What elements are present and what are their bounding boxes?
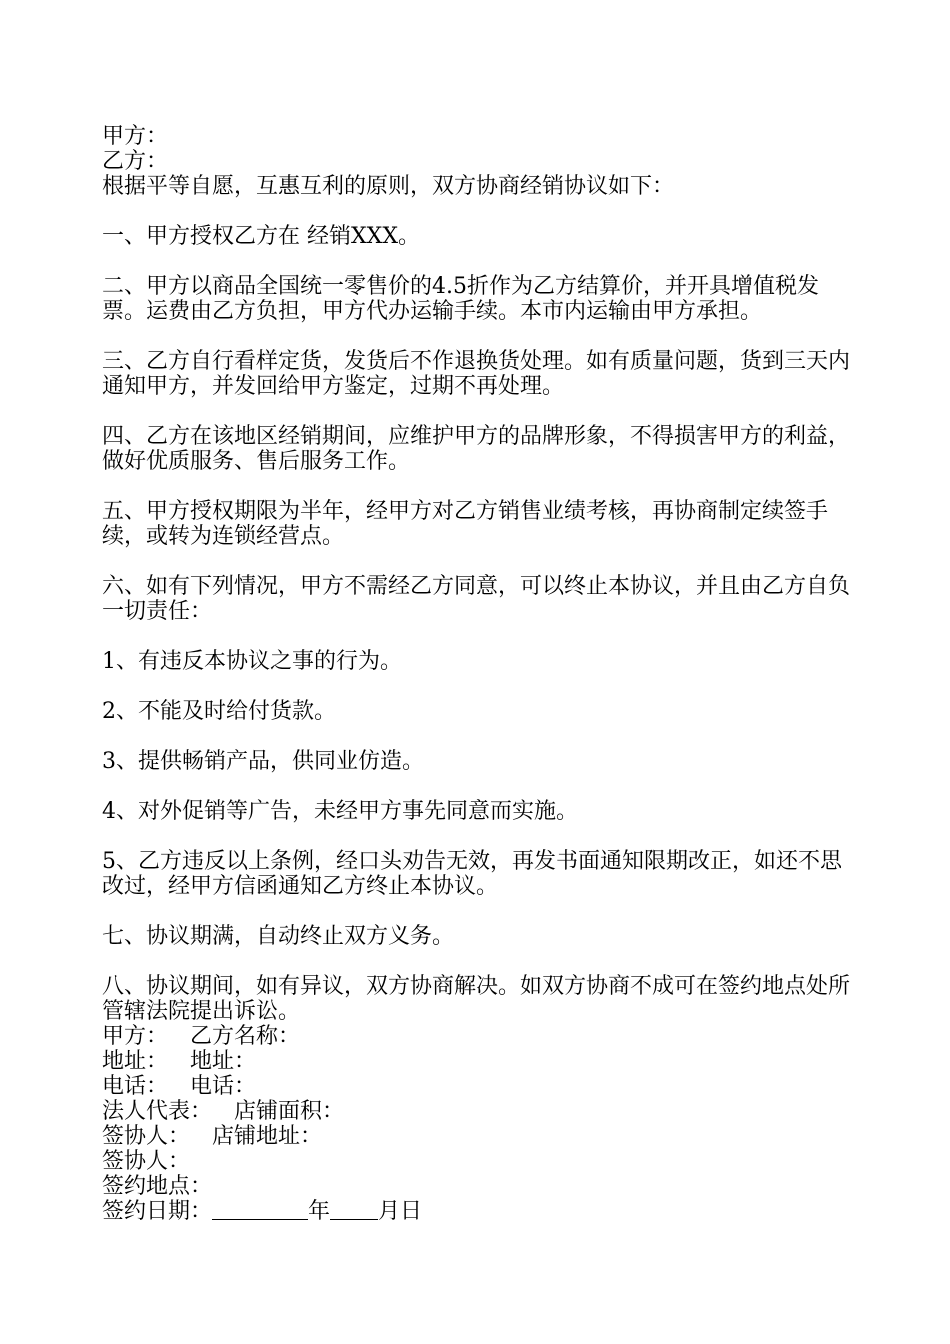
signature-row-legal xyxy=(102,1099,862,1124)
clause-text: 2、不能及时给付货款。 xyxy=(102,699,336,724)
sub-clause-4 xyxy=(102,799,862,824)
sub-clause-5 xyxy=(102,849,862,899)
clause-text: 二、甲方以商品全国统一零售价的4.5折作为乙方结算价，并开具增值税发票。运费由乙方负担，甲方代办运输手续。本市内运输由甲方承担。 xyxy=(102,274,819,324)
clause-3 xyxy=(102,349,862,399)
clause-text: 七、协议期满，自动终止双方义务。 xyxy=(102,924,455,949)
sub-clause-1 xyxy=(102,649,862,674)
sub-clause-2 xyxy=(102,699,862,724)
clause-text: 4、对外促销等广告，未经甲方事先同意而实施。 xyxy=(102,799,578,824)
clause-2 xyxy=(102,274,862,324)
sub-clause-3 xyxy=(102,749,862,774)
clause-8 xyxy=(102,974,862,1024)
clause-text: 三、乙方自行看样定货，发货后不作退换货处理。如有质量问题，货到三天内通知甲方，并发回给甲方鉴定，过期不再处理。 xyxy=(102,349,851,399)
sign-date-line xyxy=(102,1199,862,1224)
clause-text: 六、如有下列情况，甲方不需经乙方同意，可以终止本协议，并且由乙方自负一切责任： xyxy=(102,574,851,624)
intro-line: 根据平等自愿，互惠互利的原则，双方协商经销协议如下： xyxy=(102,174,675,199)
clause-text: 四、乙方在该地区经销期间，应维护甲方的品牌形象，不得损害甲方的利益，做好优质服务、售后服务工作。 xyxy=(102,424,851,474)
clause-text: 3、提供畅销产品，供同业仿造。 xyxy=(102,749,424,774)
clause-text: 五、甲方授权期限为半年，经甲方对乙方销售业绩考核，再协商制定续签手续，或转为连锁经营点。 xyxy=(102,499,829,549)
clause-5 xyxy=(102,499,862,549)
address-a-label: 地址： xyxy=(102,1049,169,1074)
clause-6 xyxy=(102,574,862,624)
month-day-label: 月日 xyxy=(378,1199,423,1224)
store-area-label: 店铺面积： xyxy=(234,1099,345,1124)
clause-text: 1、有违反本协议之事的行为。 xyxy=(102,649,402,674)
phone-b-label: 电话： xyxy=(190,1074,257,1099)
signature-row-address xyxy=(102,1049,862,1074)
year-label: 年 xyxy=(308,1199,331,1224)
party-a-sign-label: 甲方： xyxy=(102,1024,169,1049)
address-b-label: 地址： xyxy=(190,1049,257,1074)
phone-a-label: 电话： xyxy=(102,1074,169,1099)
clause-text: 八、协议期间，如有异议，双方协商解决。如双方协商不成可在签约地点处所管辖法院提出诉讼。 xyxy=(102,974,851,1024)
clause-text: 一、甲方授权乙方在 经销XXX。 xyxy=(102,224,420,249)
agreement-body xyxy=(102,124,862,1224)
sign-date-label: 签约日期： xyxy=(102,1199,213,1224)
signature-row-party xyxy=(102,1024,862,1049)
signature-row-signatory xyxy=(102,1124,862,1149)
clause-7 xyxy=(102,924,862,949)
sign-place-line: 签约地点： xyxy=(102,1174,213,1199)
signatory-1-label: 签协人： xyxy=(102,1124,191,1149)
month-blank xyxy=(330,1201,378,1220)
legal-rep-label: 法人代表： xyxy=(102,1099,213,1124)
clause-1 xyxy=(102,224,862,249)
year-blank xyxy=(212,1201,308,1220)
clause-4 xyxy=(102,424,862,474)
signatory-2-line: 签协人： xyxy=(102,1149,191,1174)
signature-row-phone xyxy=(102,1074,862,1099)
party-b-line: 乙方： xyxy=(102,149,169,174)
clause-text: 5、乙方违反以上条例，经口头劝告无效，再发书面通知限期改正，如还不思改过，经甲方信函通知乙方终止本协议。 xyxy=(102,849,842,899)
party-b-name-label: 乙方名称： xyxy=(190,1024,301,1049)
party-a-line: 甲方： xyxy=(102,124,169,149)
store-address-label: 店铺地址： xyxy=(212,1124,323,1149)
